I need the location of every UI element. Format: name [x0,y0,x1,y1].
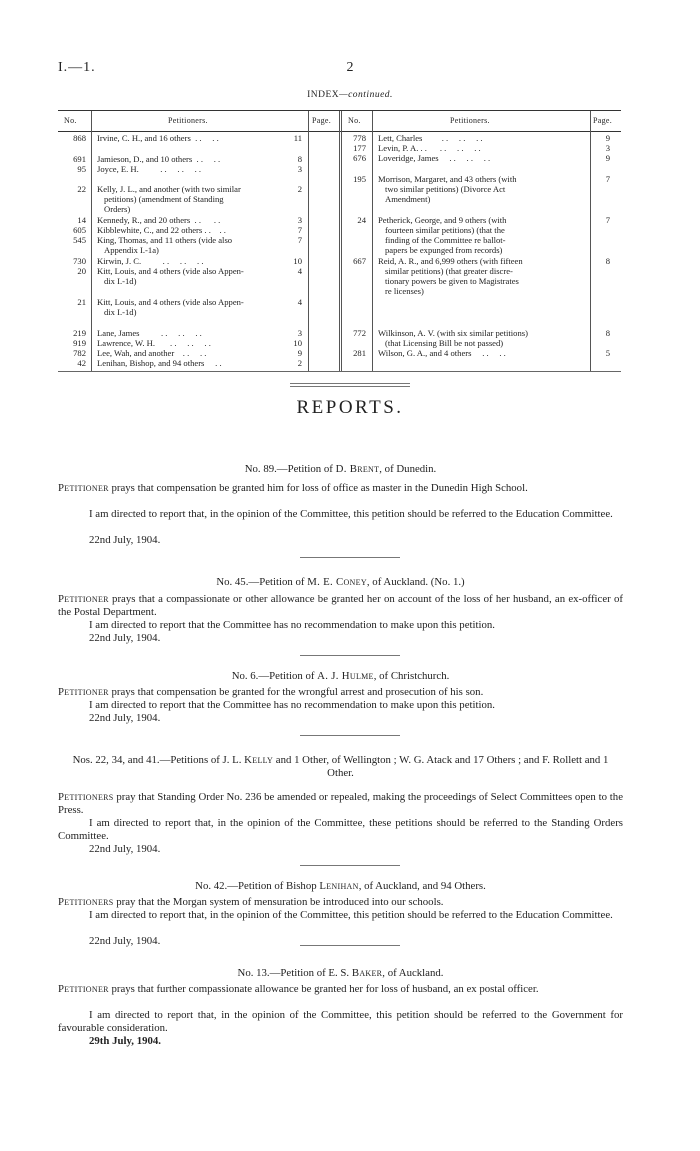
index-entry-petitioner-line: Wilson, G. A., and 4 others . . . . [378,348,506,358]
index-entry-page: 5 [605,348,610,358]
index-entry-page: 3 [297,215,302,225]
index-entry-number: 545 [73,235,86,245]
index-entry-petitioner-line: re licenses) [385,286,424,296]
index-entry-petitioner-line: Amendment) [385,194,431,204]
committee-report: I am directed to report that, in the opinion of the Committee, this petition should be referred to the Government for favourable consideration. [58,1009,623,1034]
index-entry-page: 9 [605,133,610,143]
petitioner-name: D. Brent [335,463,380,475]
index-entry-page: 3 [605,143,610,153]
index-entry-page: 8 [605,328,610,338]
report-date: 29th July, 1904. [89,1035,161,1047]
index-entry-number: 868 [73,133,86,143]
index-entry-petitioner-line: Orders) [104,204,131,214]
index-entry-number: 24 [357,215,366,225]
petition-body: Petitioner prays that further compassionate allowance be granted her for loss of husband, an ex postal officer. [58,983,539,995]
index-entry-number: 14 [77,215,86,225]
index-entry-page: 2 [297,358,302,368]
report-date: 22nd July, 1904. [89,935,161,947]
index-entry-number: 42 [77,358,86,368]
index-entry-petitioner-line: fourteen similar petitions) (that the [385,225,505,235]
index-entry-petitioner-line: Lane, James . . . . . . [97,328,202,338]
index-entry-petitioner-line: similar petitions) (that greater discre- [385,266,513,276]
index-entry-page: 3 [297,164,302,174]
committee-report: I am directed to report that, in the opinion of the Committee, these petitions should be referred to the Standing Orders Committee. [58,817,623,842]
index-entry-page: 7 [297,225,302,235]
petition-body: Petitioner prays that compensation be granted for the wrongful arrest and prosecution of his son. [58,686,484,698]
index-title: INDEX—continued. [307,90,393,100]
index-entry-petitioner-line: Lenihan, Bishop, and 94 others . . [97,358,222,368]
index-entry-number: 691 [73,154,86,164]
index-entry-petitioner-line: dix I.-1d) [104,307,137,317]
index-entry-page: 4 [297,297,302,307]
index-entry-petitioner-line: King, Thomas, and 11 others (vide also [97,235,233,245]
index-entry-petitioner-line: Levin, P. A. . . . . . . . . [378,143,481,153]
index-table [58,110,621,371]
index-entry-number: 605 [73,225,86,235]
index-entry-petitioner-line: (that Licensing Bill be not passed) [385,338,504,348]
report-date: 22nd July, 1904. [89,534,161,546]
index-entry-page: 4 [297,266,302,276]
report-date: 22nd July, 1904. [89,632,161,644]
index-entry-number: 20 [77,266,86,276]
document-code: I.—1. [58,60,96,75]
index-entry-petitioner-line: Kennedy, R., and 20 others . . . . [97,215,221,225]
petition-heading: No. 13.—Petition of E. S. Baker, of Auckland. [237,967,444,979]
index-entry-petitioner-line: Lett, Charles . . . . . . [378,133,483,143]
index-entry-petitioner-line: finding of the Committee re ballot- [385,235,506,245]
index-entry-petitioner-line: Kelly, J. L., and another (with two similar [97,184,241,194]
index-entry-petitioner-line: Morrison, Margaret, and 43 others (with [378,174,517,184]
index-entry-page: 7 [297,235,302,245]
index-entry-number: 281 [353,348,366,358]
index-entry-petitioner-line: Lee, Wah, and another . . . . [97,348,207,358]
index-entry-petitioner-line: Wilkinson, A. V. (with six similar petitions) [378,328,528,338]
committee-report: I am directed to report that, in the opinion of the Committee, this petition should be referred to the Education Committee. [89,909,613,921]
petition-heading: No. 45.—Petition of M. E. Coney, of Auckland. (No. 1.) [216,576,465,588]
index-entry-page: 8 [605,256,610,266]
index-entry-petitioner-line: two similar petitions) (Divorce Act [385,184,506,194]
index-entry-petitioner-line: Loveridge, James . . . . . . [378,153,491,163]
petitioner-name: Kelly [244,754,274,766]
index-entry-number: 782 [73,348,86,358]
index-entry-page: 7 [605,174,610,184]
index-entry-number: 21 [77,297,86,307]
petitioner-name: A. J. Hulme [317,670,374,682]
index-entry-page: 11 [293,133,302,143]
index-entry-page: 9 [605,153,610,163]
committee-report: I am directed to report that the Committee has no recommendation to make upon this petition. [89,619,495,631]
report-date: 22nd July, 1904. [89,843,161,855]
index-entry-page: 10 [293,256,302,266]
index-entry-number: 772 [353,328,366,338]
report-date: 22nd July, 1904. [89,712,161,724]
petitioner-name: Baker [351,967,383,979]
index-entry-page: 9 [297,348,302,358]
petitioner-name: Lenihan [319,880,359,892]
committee-report: I am directed to report that the Committee has no recommendation to make upon this petition. [89,699,495,711]
index-entry-page: 7 [605,215,610,225]
index-entry-number: 22 [77,184,86,194]
petition-body: Petitioners pray that the Morgan system of mensuration be introduced into our schools. [58,896,444,908]
index-entry-petitioner-line: Kirwin, J. C. . . . . . . [97,256,204,266]
page-number: 2 [346,60,354,75]
index-entry-petitioner-line: Kibblewhite, C., and 22 others . . . . [97,225,226,235]
index-entry-petitioner-line: Reid, A. R., and 6,999 others (with fifteen [378,256,523,266]
index-entry-petitioner-line: Kitt, Louis, and 4 others (vide also Appen- [97,266,244,276]
petitioner-name: M. E. Coney [307,576,367,588]
petition-heading: Nos. 22, 34, and 41.—Petitions of J. L. Kelly and 1 Other, of Wellington ; W. G. Atack and 17 Others ; and F. Rollett and 1 Other. [72,754,609,779]
index-entry-page: 10 [293,338,302,348]
index-entry-number: 95 [77,164,86,174]
index-entry-number: 667 [353,256,366,266]
col-petitioners-header: Petitioners. [168,116,208,125]
index-entry-number: 195 [353,174,366,184]
index-entry-petitioner-line: Appendix I.-1a) [104,245,159,255]
petition-heading: No. 42.—Petition of Bishop Lenihan, of Auckland, and 94 Others. [195,880,486,892]
index-entry-petitioner-line: dix I.-1d) [104,276,137,286]
index-entry-number: 778 [353,133,366,143]
index-entry-petitioner-line: Kitt, Louis, and 4 others (vide also Appen- [97,297,244,307]
index-entry-petitioner-line: petitions) (amendment of Standing [104,194,224,204]
index-entry-petitioner-line: Jamieson, D., and 10 others . . . . [97,154,221,164]
index-entry-number: 219 [73,328,86,338]
index-entry-number: 730 [73,256,86,266]
index-entry-number: 177 [353,143,366,153]
petition-body: Petitioners pray that Standing Order No. 236 be amended or repealed, making the proceedings of Select Committees open to the Press. [58,791,623,816]
index-entry-petitioner-line: Lawrence, W. H. . . . . . . [97,338,211,348]
committee-report: I am directed to report that, in the opinion of the Committee, this petition should be referred to the Education Committee. [89,508,613,520]
index-entry-number: 676 [353,153,366,163]
petition-body: Petitioner prays that compensation be granted him for loss of office as master in the Dunedin High School. [58,482,528,494]
index-entry-petitioner-line: papers be expunged from records) [385,245,503,255]
index-entry-number: 919 [73,338,86,348]
petition-heading: No. 89.—Petition of D. Brent, of Dunedin. [244,463,437,475]
index-entry-page: 8 [297,154,302,164]
col-petitioners-header-right: Petitioners. [450,116,490,125]
index-entry-petitioner-line: Petherick, George, and 9 others (with [378,215,507,225]
col-no-header-right: No. [348,116,361,125]
col-page-header-right: Page. [593,116,613,125]
petition-body: Petitioner prays that a compassionate or other allowance be granted her on account of the loss of her husband, an ex-officer of the Postal Department. [58,593,623,618]
reports-title: REPORTS. [296,397,404,418]
col-page-header: Page. [312,116,332,125]
index-entry-page: 3 [297,328,302,338]
index-entry-petitioner-line: tionary powers be given to Magistrates [385,276,519,286]
col-no-header: No. [64,116,77,125]
index-entry-petitioner-line: Joyce, E. H. . . . . . . [97,164,202,174]
petition-heading: No. 6.—Petition of A. J. Hulme, of Christchurch. [231,670,450,682]
index-entry-page: 2 [297,184,302,194]
index-entry-petitioner-line: Irvine, C. H., and 16 others . . . . [97,133,219,143]
